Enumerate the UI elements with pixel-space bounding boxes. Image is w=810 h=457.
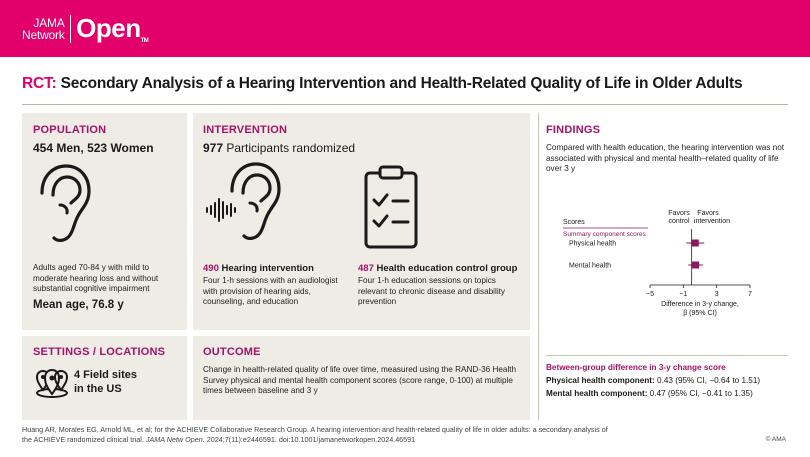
ear-icon bbox=[226, 161, 282, 243]
summary-component-header: Summary component scores bbox=[563, 231, 646, 238]
hearing-intervention-name: Hearing intervention bbox=[221, 263, 314, 274]
logo-open: Open bbox=[76, 13, 141, 43]
education-control-heading bbox=[358, 263, 517, 274]
x-tick-label: 3 bbox=[714, 291, 719, 298]
citation-line2 bbox=[22, 435, 742, 445]
intervention-label: INTERVENTION bbox=[203, 124, 288, 136]
mental-result-label: Mental health component: bbox=[546, 389, 648, 398]
field-sites bbox=[74, 368, 137, 396]
favors-intervention-label-line2: intervention bbox=[693, 218, 731, 225]
women-label: Women bbox=[110, 141, 154, 155]
findings-label: FINDINGS bbox=[546, 124, 601, 136]
population-counts bbox=[33, 141, 154, 155]
hearing-intervention-description: Four 1-h sessions with an audiologist with provision of hearing aids, counseling, and education bbox=[203, 276, 338, 306]
location-pins-icon bbox=[34, 368, 70, 398]
intervention-panel bbox=[193, 113, 530, 330]
mental-result bbox=[546, 389, 753, 398]
logo-trademark: TM bbox=[140, 38, 149, 44]
ear-icon bbox=[36, 163, 92, 245]
field-sites-line2: in the US bbox=[74, 383, 122, 395]
education-control-n: 487 bbox=[358, 263, 374, 274]
hearing-intervention-heading bbox=[203, 263, 314, 274]
title-prefix: RCT: bbox=[22, 75, 57, 92]
hearing-intervention-n: 490 bbox=[203, 263, 219, 274]
population-description: Adults aged 70-84 y with mild to moderate hearing loss and without substantial cognitive impairment bbox=[33, 263, 159, 293]
settings-panel bbox=[22, 336, 187, 420]
logo-jama: JAMA bbox=[33, 15, 65, 30]
logo-divider bbox=[70, 15, 72, 43]
physical-result-value: 0.43 (95% CI, −0.64 to 1.51) bbox=[657, 376, 761, 385]
x-tick-label: −5 bbox=[646, 291, 654, 298]
x-tick-label: 7 bbox=[748, 291, 752, 298]
favors-control-label: Favors bbox=[668, 210, 690, 217]
findings-text: Compared with health education, the hearing intervention was not associated with physical and mental health–related quality of life over 3 y bbox=[546, 143, 785, 173]
scores-header: Scores bbox=[563, 219, 585, 226]
randomized-count: 977 bbox=[203, 141, 224, 155]
settings-label: SETTINGS / LOCATIONS bbox=[33, 346, 166, 358]
physical-result bbox=[546, 376, 760, 385]
forest-plot bbox=[546, 205, 788, 323]
x-tick-label: −1 bbox=[679, 291, 688, 298]
findings-divider bbox=[538, 113, 539, 420]
favors-control-label-line2: control bbox=[668, 218, 690, 225]
education-control-name: Health education control group bbox=[376, 263, 518, 274]
field-sites-line1: 4 Field sites bbox=[74, 369, 137, 381]
citation-trial: the ACHIEVE randomized clinical trial. bbox=[22, 434, 144, 444]
citation-doi: 2024;7(11):e2446591. doi:10.1001/jamanetworkopen.2024.46591 bbox=[206, 434, 416, 444]
outcome-panel bbox=[193, 336, 530, 420]
men-label: Men, bbox=[56, 141, 84, 155]
point-estimate bbox=[692, 240, 699, 247]
mean-age: Mean age, 76.8 y bbox=[33, 299, 124, 311]
x-axis-label-line1: Difference in 3-y change, bbox=[661, 301, 739, 308]
outcome-text: Change in health-related quality of life over time, measured using the RAND-36 Health Survey physical and mental health component scores (score range, 0-100) at multiple times between baseline and 3 y bbox=[203, 365, 517, 395]
physical-result-label: Physical health component: bbox=[546, 376, 655, 385]
logo-network: Network bbox=[22, 27, 65, 42]
participants-randomized bbox=[203, 141, 355, 155]
title-text: Secondary Analysis of a Hearing Intervention and Health-Related Quality of Life in Older Adults bbox=[60, 75, 743, 92]
copyright: © AMA bbox=[765, 436, 786, 443]
men-count: 454 bbox=[33, 141, 54, 155]
education-control-description: Four 1-h education sessions on topics relevant to chronic disease and disability prevention bbox=[358, 276, 506, 306]
citation bbox=[22, 425, 742, 444]
x-axis-label-line2: β (95% CI) bbox=[683, 310, 717, 317]
checklist-icon bbox=[363, 165, 419, 251]
population-label: POPULATION bbox=[33, 124, 107, 136]
jama-network-open-logo[interactable] bbox=[22, 13, 148, 44]
page-title bbox=[22, 75, 742, 93]
point-estimate bbox=[692, 262, 699, 269]
favors-intervention-label: Favors bbox=[697, 210, 719, 217]
row-label: Physical health bbox=[569, 240, 617, 248]
title-divider bbox=[22, 104, 788, 105]
citation-journal: JAMA Netw Open. bbox=[145, 434, 205, 444]
population-panel bbox=[22, 113, 187, 330]
randomized-label: Participants randomized bbox=[226, 141, 356, 155]
mental-result-value: 0.47 (95% CI, −0.41 to 1.35) bbox=[649, 389, 753, 398]
row-label: Mental health bbox=[569, 262, 612, 270]
outcome-label: OUTCOME bbox=[203, 346, 261, 358]
citation-line1: Huang AR, Morales EG, Arnold ML, et al; for the ACHIEVE Collaborative Research Group. A hearing intervention and health-related quality of life in older adults: a secondary analysis of bbox=[22, 425, 608, 434]
findings-rule bbox=[546, 355, 788, 356]
header-bar bbox=[0, 0, 810, 57]
women-count: 523 bbox=[87, 141, 108, 155]
between-group-heading: Between-group difference in 3-y change score bbox=[546, 363, 726, 372]
